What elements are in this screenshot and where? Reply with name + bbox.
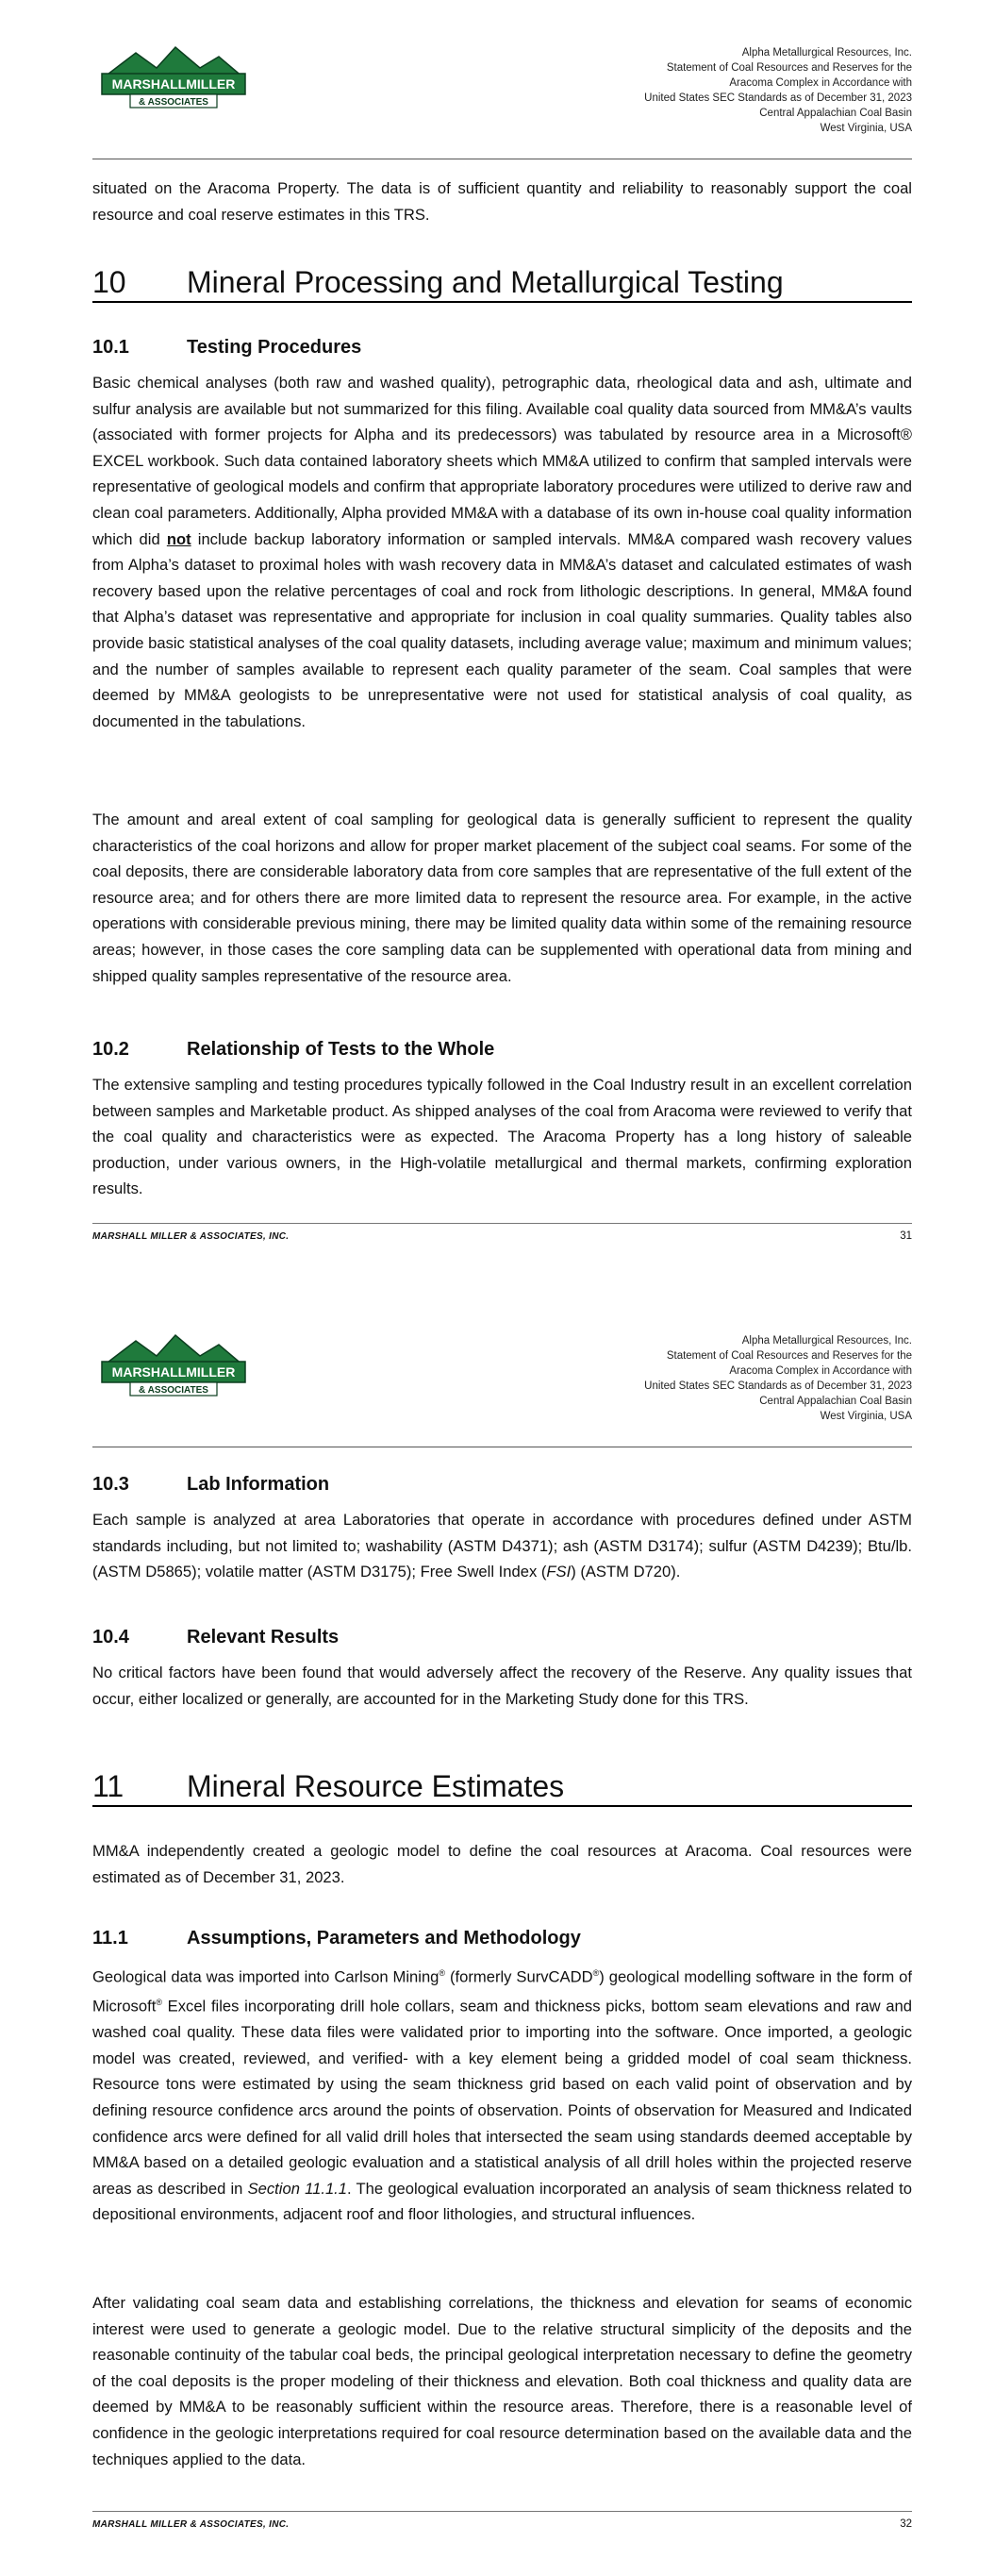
- section-title: Mineral Resource Estimates: [187, 1769, 565, 1803]
- footer-company: MARSHALL MILLER & ASSOCIATES, INC.: [92, 2519, 290, 2530]
- section-number: 10: [92, 265, 126, 299]
- marshall-miller-logo: [98, 40, 249, 113]
- section-number: 10.1: [92, 337, 129, 358]
- header-line: Aracoma Complex in Accordance with: [729, 77, 912, 89]
- section-title: Relationship of Tests to the Whole: [187, 1039, 495, 1060]
- section-10-3-heading: [92, 1471, 912, 1497]
- methodology-paragraph-2: After validating coal seam data and establishing correlations, the thickness and elevation for seams of economic interest were used to generate a geologic model. Due to the relative structural simplicity of the deposits and the reasonable continuity of the tabular coal beds, the principal geological interpretation necessary to define the geometry of the coal deposits is the proper modeling of their thickness and elevation. Both coal thickness and quality data are deemed by MM&A to be reasonably sufficient within the resource areas. Therefore, there is a reasonable level of confidence in the geologic interpretations required for coal resource determination based on the available data and the techniques applied to the data.: [92, 2294, 912, 2468]
- header-line: West Virginia, USA: [820, 123, 912, 134]
- testing-procedures-paragraph-1: Basic chemical analyses (both raw and washed quality), petrographic data, rheological data and ash, ultimate and sulfur analysis are available but not summarized for this filing. Available coal quality data sourced from MM&A’s vaults (associated with former projects for Alpha and its predecessors) was tabulated by resource area in a Microsoft® EXCEL workbook. Such data contained laboratory sheets which MM&A utilized to confirm that sampled intervals were representative of geological models and confirm that appropriate laboratory procedures were utilized to derive raw and clean coal parameters. Additionally, Alpha provided MM&A with a database of its own in-house coal quality information which did not include backup laboratory information or sampled intervals. MM&A compared wash recovery values from Alpha’s dataset to proximal holes with wash recovery data in MM&A’s dataset and calculated estimates of wash recovery based upon the relative percentages of coal and rock from lithologic descriptions. In general, MM&A found that Alpha’s dataset was representative and appropriate for inclusion in coal quality summaries. Quality tables also provide basic statistical analyses of the coal quality datasets, including average value; maximum and minimum values; and the number of samples available to represent each quality parameter of the seam. Coal samples that were deemed by MM&A geologists to be unrepresentative were not used for statistical analysis of coal quality, as documented in the tabulations.: [92, 374, 912, 730]
- logo-text-1: MARSHALLMILLER: [111, 76, 236, 92]
- section-10-4-heading: [92, 1624, 912, 1650]
- logo-text-2: & ASSOCIATES: [139, 97, 208, 108]
- page-number: 32: [900, 2518, 912, 2530]
- testing-procedures-paragraph-2: The amount and areal extent of coal sampling for geological data is generally sufficient to represent the quality characteristics of the coal horizons and allow for proper market placement of the subject coal seams. For some of the coal deposits, there are considerable laboratory data from core samples that are representative of the full extent of the resource area; and for others there are more limited data to represent the resource area. For example, in the active operations with considerable previous mining, there may be limited quality data within some of the remaining resource areas; however, in those cases the core sampling data can be supplemented with operational data from mining and shipped quality samples representative of the resource area.: [92, 811, 912, 985]
- fsi-abbrev: FSI: [546, 1563, 572, 1581]
- section-10-2-heading: [92, 1036, 912, 1062]
- section-title: Lab Information: [187, 1474, 330, 1495]
- header-company: Alpha Metallurgical Resources, Inc.: [741, 47, 912, 59]
- logo-text-2: & ASSOCIATES: [139, 1385, 208, 1396]
- header-line: Central Appalachian Coal Basin: [759, 1396, 912, 1407]
- section-title: Relevant Results: [187, 1627, 340, 1648]
- section-title: Testing Procedures: [187, 337, 362, 358]
- section-10-heading: [92, 265, 912, 303]
- relationship-paragraph: The extensive sampling and testing procedures typically followed in the Coal Industry result in an excellent correlation between samples and Marketable product. As shipped analyses of the coal from Aracoma were reviewed to verify that the coal quality and characteristics were as expected. The Aracoma Property has a long history of saleable production, under various owners, in the High-volatile metallurgical and thermal markets, confirming exploration results.: [92, 1076, 912, 1198]
- section-number: 10.2: [92, 1039, 129, 1060]
- header-line: United States SEC Standards as of December 31, 2023: [644, 92, 912, 104]
- document-header-info: [644, 45, 912, 136]
- section-10-1-heading: [92, 334, 912, 360]
- page-32: [0, 1288, 995, 2576]
- relevant-results-paragraph: No critical factors have been found that would adversely affect the recovery of the Reserve. Any quality issues that occur, either localized or generally, are accounted for in the Marketing Study done for this TRS.: [92, 1664, 912, 1708]
- header-line: Aracoma Complex in Accordance with: [729, 1365, 912, 1377]
- marshall-miller-logo: [98, 1328, 249, 1401]
- header-line: Statement of Coal Resources and Reserves for the: [666, 62, 912, 74]
- document-header-info: [644, 1333, 912, 1424]
- footer-divider: [92, 1223, 912, 1224]
- section-number: 10.3: [92, 1474, 129, 1495]
- section-title: Assumptions, Parameters and Methodology: [187, 1928, 581, 1949]
- intro-paragraph: situated on the Aracoma Property. The data is of sufficient quantity and reliability to reasonably support the coal resource and coal reserve estimates in this TRS.: [92, 179, 912, 224]
- section-11-1-heading: [92, 1925, 912, 1951]
- section-11-heading: [92, 1769, 912, 1807]
- section-number: 11.1: [92, 1928, 128, 1949]
- logo-text-1: MARSHALLMILLER: [111, 1364, 236, 1380]
- header-line: Statement of Coal Resources and Reserves for the: [666, 1350, 912, 1362]
- header-company: Alpha Metallurgical Resources, Inc.: [741, 1335, 912, 1347]
- methodology-paragraph-1: Geological data was imported into Carlson Mining® (formerly SurvCADD®) geological modelling software in the form of Microsoft® Excel files incorporating drill hole collars, seam and thickness picks, bottom seam elevations and raw and washed coal quality. These data files were validated prior to importing into the software. Once imported, a geologic model was created, reviewed, and verified- with a key element being a gridded model of coal seam thickness. Resource tons were estimated by using the seam thickness grid based on each valid point of observation and by defining resource confidence arcs around the points of observation. Points of observation for Measured and Indicated confidence arcs were defined for all valid drill holes that intersected the seam using standards deemed acceptable by MM&A based on a detailed geologic evaluation and a statistical analysis of all drill holes within the projected reserve areas as described in Section 11.1.1. The geological evaluation incorporated an analysis of seam thickness related to depositional environments, adjacent roof and floor lithologies, and structural influences.: [92, 1967, 913, 2224]
- footer-divider: [92, 2511, 912, 2512]
- section-number: 11: [92, 1769, 124, 1803]
- resource-estimates-intro: MM&A independently created a geologic model to define the coal resources at Aracoma. Coal resources were estimated as of December 31, 2023.: [92, 1842, 912, 1886]
- section-reference: Section 11.1.1: [247, 2179, 348, 2198]
- emphasis-not: not: [166, 529, 191, 548]
- header-line: West Virginia, USA: [820, 1411, 912, 1422]
- footer-company: MARSHALL MILLER & ASSOCIATES, INC.: [92, 1231, 290, 1242]
- page-number: 31: [900, 1230, 912, 1242]
- section-title: Mineral Processing and Metallurgical Testing: [187, 265, 784, 299]
- header-line: United States SEC Standards as of December 31, 2023: [644, 1380, 912, 1392]
- lab-information-paragraph: Each sample is analyzed at area Laboratories that operate in accordance with procedures defined under ASTM standards including, but not limited to; washability (ASTM D4371); ash (ASTM D3174); sulfur (ASTM D4239); Btu/lb. (ASTM D5865); volatile matter (ASTM D3175); Free Swell Index (FSI) (ASTM D720).: [92, 1511, 912, 1581]
- header-line: Central Appalachian Coal Basin: [759, 108, 912, 119]
- section-number: 10.4: [92, 1627, 129, 1648]
